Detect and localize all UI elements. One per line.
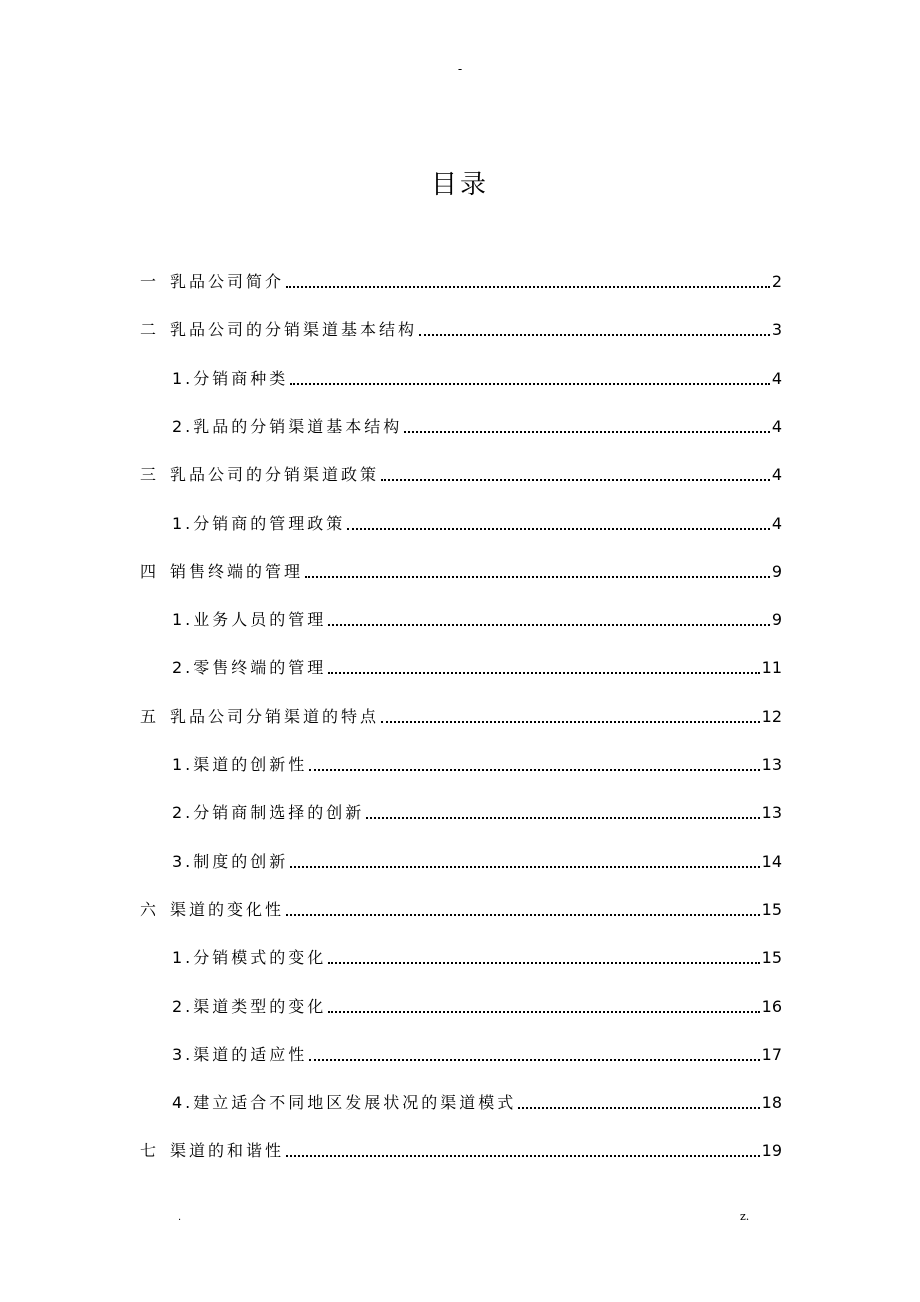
toc-entry[interactable] <box>172 410 782 438</box>
toc-entry-page-number: 16 <box>761 996 782 1016</box>
footer-right-mark: z. <box>740 1210 750 1223</box>
toc-entry-number: 五 <box>140 706 157 726</box>
toc-entry-title: 1.分销模式的变化 <box>172 948 327 968</box>
toc-entry-number: 一 <box>140 272 157 291</box>
toc-entry-title: 3.渠道的适应性 <box>172 1044 308 1064</box>
toc-dot-leader <box>309 769 759 771</box>
toc-entry-title: 乳品公司的分销渠道政策 <box>170 465 380 485</box>
toc-entry[interactable] <box>172 796 782 824</box>
toc-dot-leader <box>419 334 770 336</box>
toc-dot-leader <box>290 866 759 868</box>
toc-dot-leader <box>286 1155 760 1157</box>
toc-entry-title: 4.建立适合不同地区发展状况的渠道模式 <box>172 1093 517 1113</box>
toc-entry-title: 2.零售终端的管理 <box>172 658 327 678</box>
toc-entry-page-number: 4 <box>771 513 782 533</box>
toc-dot-leader <box>328 672 759 674</box>
toc-entry-title: 销售终端的管理 <box>170 561 304 581</box>
toc-entry[interactable] <box>140 555 782 583</box>
toc-entry-page-number: 17 <box>761 1044 782 1064</box>
toc-entry-number: 七 <box>140 1141 157 1161</box>
toc-dot-leader <box>328 1011 759 1013</box>
toc-entry-title: 3.制度的创新 <box>172 851 289 871</box>
toc-entry[interactable] <box>172 1038 782 1066</box>
toc-entry-title: 1.渠道的创新性 <box>172 755 308 774</box>
toc-entry-page-number: 3 <box>771 320 782 340</box>
toc-entry[interactable] <box>172 748 782 776</box>
toc-entry-number: 三 <box>140 465 157 485</box>
toc-entry-page-number: 14 <box>761 851 782 871</box>
toc-entry-page-number: 12 <box>761 706 782 726</box>
toc-entry[interactable] <box>140 313 782 341</box>
toc-entry-title: 乳品公司的分销渠道基本结构 <box>170 320 418 340</box>
toc-entry-page-number: 15 <box>761 899 782 919</box>
toc-dot-leader <box>381 721 760 723</box>
toc-entry-number: 六 <box>140 899 157 919</box>
toc-dot-leader <box>381 479 770 481</box>
toc-entry-page-number: 9 <box>771 610 782 630</box>
toc-dot-leader <box>328 624 770 626</box>
toc-entry-page-number: 11 <box>761 658 782 678</box>
toc-entry-page-number: 13 <box>761 755 782 774</box>
toc-entry-title: 渠道的变化性 <box>170 899 285 919</box>
toc-entry-page-number: 9 <box>771 561 782 581</box>
toc-entry-page-number: 2 <box>771 272 782 291</box>
toc-entry[interactable] <box>172 845 782 873</box>
toc-entry[interactable] <box>172 990 782 1018</box>
toc-entry[interactable] <box>172 1086 782 1114</box>
header-mark: - <box>457 62 463 76</box>
toc-entry[interactable] <box>172 603 782 631</box>
toc-entry[interactable] <box>140 893 782 921</box>
toc-entry[interactable] <box>172 651 782 679</box>
toc-entry[interactable] <box>140 700 782 728</box>
toc-entry-title: 2.分销商制选择的创新 <box>172 803 365 823</box>
toc-entry-number: 四 <box>140 561 157 581</box>
toc-entry-page-number: 4 <box>771 368 782 388</box>
toc-dot-leader <box>309 1059 759 1061</box>
toc-dot-leader <box>305 576 770 578</box>
toc-entry-page-number: 13 <box>761 803 782 823</box>
toc-entry-title: 乳品公司分销渠道的特点 <box>170 706 380 726</box>
toc-entry-page-number: 4 <box>771 465 782 485</box>
toc-entry[interactable] <box>140 458 782 486</box>
toc-dot-leader <box>404 431 770 433</box>
toc-entry-page-number: 19 <box>761 1141 782 1161</box>
toc-entry-title: 2.渠道类型的变化 <box>172 996 327 1016</box>
toc-entry-page-number: 18 <box>761 1093 782 1113</box>
toc-entry[interactable] <box>140 265 782 293</box>
toc-dot-leader <box>286 914 760 916</box>
toc-title: 目录 <box>430 170 489 200</box>
toc-entry[interactable] <box>172 507 782 535</box>
toc-entry-page-number: 15 <box>761 948 782 968</box>
toc-entry[interactable] <box>172 941 782 969</box>
toc-entry-title: 乳品公司简介 <box>170 272 285 291</box>
toc-dot-leader <box>366 817 759 819</box>
toc-entry-page-number: 4 <box>771 416 782 436</box>
toc-entry-number: 二 <box>140 320 157 340</box>
toc-entry-title: 1.分销商的管理政策 <box>172 513 346 533</box>
toc-dot-leader <box>290 383 770 385</box>
toc-dot-leader <box>518 1107 759 1109</box>
toc-entry-title: 1.业务人员的管理 <box>172 610 327 630</box>
toc-entry[interactable] <box>140 1134 782 1162</box>
toc-entry-title: 1.分销商种类 <box>172 368 289 388</box>
toc-entry[interactable] <box>172 362 782 390</box>
footer-left-mark: . <box>178 1212 182 1223</box>
toc-entry-title: 2.乳品的分销渠道基本结构 <box>172 416 403 436</box>
toc-dot-leader <box>328 962 759 964</box>
toc-dot-leader <box>286 286 770 288</box>
toc-dot-leader <box>347 528 770 530</box>
toc-entry-title: 渠道的和谐性 <box>170 1141 285 1161</box>
